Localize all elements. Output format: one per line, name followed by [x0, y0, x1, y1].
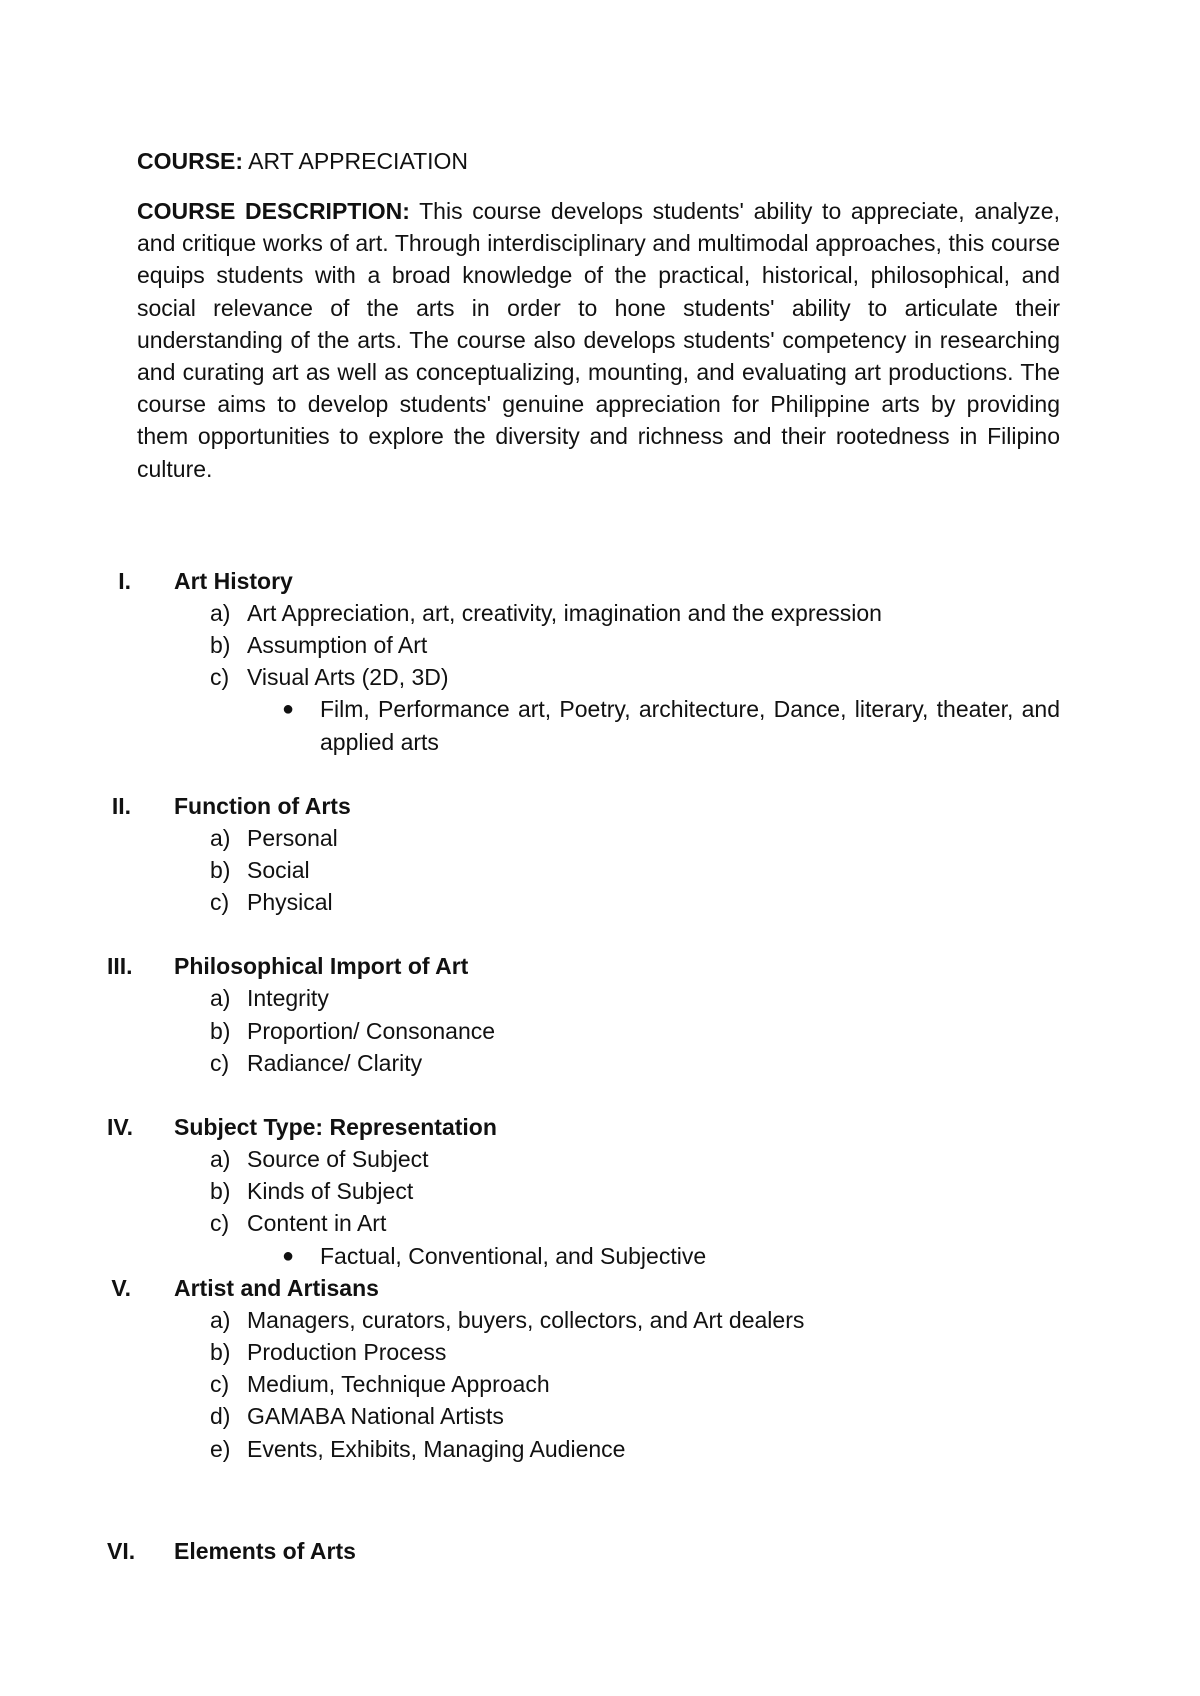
- item-text: Physical: [247, 889, 333, 916]
- section-title: Philosophical Import of Art: [174, 953, 469, 980]
- bullet-item: [137, 693, 1060, 757]
- item-text: GAMABA National Artists: [247, 1403, 504, 1430]
- list-item: [137, 982, 1060, 1014]
- item-marker: b): [210, 1178, 231, 1205]
- section-art-history: [118, 565, 1060, 758]
- bullet-text: Factual, Conventional, and Subjective: [320, 1242, 707, 1269]
- item-text: Assumption of Art: [247, 632, 428, 659]
- section-items: [137, 1304, 1060, 1465]
- item-text: Art Appreciation, art, creativity, imagination and the expression: [247, 599, 882, 626]
- sub-items: [137, 1240, 1060, 1272]
- item-text: Integrity: [247, 985, 329, 1012]
- section-items: [137, 1143, 1060, 1240]
- course-description: [137, 195, 1060, 485]
- section-heading: [111, 790, 1060, 822]
- section-elements-of-arts: [107, 1535, 1060, 1567]
- bullet-text: Film, Performance art, Poetry, architecture, Dance, literary, theater, and applied arts: [320, 696, 1060, 755]
- bullet-icon: ●: [282, 698, 295, 721]
- section-heading: [118, 565, 1060, 597]
- section-heading: [107, 1111, 1060, 1143]
- bullet-item: [137, 1240, 1060, 1272]
- section-numeral: II.: [111, 792, 131, 819]
- section-numeral: I.: [118, 567, 131, 594]
- section-items: [137, 982, 1060, 1079]
- bullet-icon: ●: [282, 1244, 295, 1267]
- section-items: [137, 822, 1060, 919]
- section-title: Artist and Artisans: [174, 1274, 379, 1301]
- list-item: [137, 1400, 1060, 1432]
- list-item: [137, 1368, 1060, 1400]
- list-item: [137, 854, 1060, 886]
- list-item: [137, 886, 1060, 918]
- item-marker: c): [210, 889, 230, 916]
- section-items: [137, 597, 1060, 694]
- course-description-text: This course develops students' ability to appreciate, analyze, and critique works of art. Through interdisciplinary and multimodal approaches, this course equips students with a broad knowledge of the practical, historical, philosophical, and social relevance of the arts in order to hone students' ability to articulate their understanding of the arts. The course also develops students' competency in researching and curating art as well as conceptualizing, mounting, and evaluating art productions. The course aims to develop students' genuine appreciation for Philippine arts by providing them opportunities to explore the diversity and richness and their rootedness in Filipino culture.: [137, 198, 1060, 482]
- item-text: Managers, curators, buyers, collectors, and Art dealers: [247, 1306, 805, 1333]
- section-title: Function of Arts: [174, 792, 351, 819]
- item-text: Medium, Technique Approach: [247, 1371, 550, 1398]
- sub-items: [137, 693, 1060, 757]
- course-value: ART APPRECIATION: [243, 148, 469, 174]
- section-title: Art History: [174, 567, 293, 594]
- item-marker: e): [210, 1435, 231, 1462]
- item-text: Content in Art: [247, 1210, 387, 1237]
- section-numeral: V.: [111, 1274, 131, 1301]
- list-item: [137, 597, 1060, 629]
- item-marker: a): [210, 985, 231, 1012]
- item-marker: c): [210, 1210, 230, 1237]
- item-marker: b): [210, 857, 231, 884]
- list-item: [137, 1433, 1060, 1465]
- item-text: Events, Exhibits, Managing Audience: [247, 1435, 626, 1462]
- list-item: [137, 1304, 1060, 1336]
- item-text: Kinds of Subject: [247, 1178, 414, 1205]
- list-item: [137, 629, 1060, 661]
- item-text: Radiance/ Clarity: [247, 1049, 423, 1076]
- list-item: [137, 1207, 1060, 1239]
- item-marker: d): [210, 1403, 231, 1430]
- section-numeral: IV.: [107, 1114, 134, 1141]
- section-numeral: III.: [107, 953, 133, 980]
- course-label: COURSE:: [137, 148, 244, 174]
- section-numeral: VI.: [107, 1537, 136, 1564]
- item-marker: b): [210, 632, 231, 659]
- section-heading: [111, 1272, 1060, 1304]
- item-text: Proportion/ Consonance: [247, 1017, 496, 1044]
- item-text: Personal: [247, 824, 338, 851]
- list-item: [137, 1175, 1060, 1207]
- list-item: [137, 1336, 1060, 1368]
- section-heading: [107, 1535, 1060, 1567]
- section-title: Subject Type: Representation: [174, 1114, 497, 1141]
- item-text: Production Process: [247, 1339, 447, 1366]
- list-item: [137, 822, 1060, 854]
- item-marker: b): [210, 1339, 231, 1366]
- item-marker: a): [210, 1306, 231, 1333]
- list-item: [137, 1143, 1060, 1175]
- item-text: Source of Subject: [247, 1146, 429, 1173]
- section-heading: [107, 950, 1060, 982]
- item-marker: c): [210, 1371, 230, 1398]
- section-title: Elements of Arts: [174, 1537, 356, 1564]
- item-marker: b): [210, 1017, 231, 1044]
- course-line: [137, 145, 1060, 177]
- item-marker: a): [210, 599, 231, 626]
- section-function-of-arts: [111, 790, 1060, 919]
- list-item: [137, 1047, 1060, 1079]
- item-marker: c): [210, 1049, 230, 1076]
- course-outline: [107, 565, 1060, 1567]
- section-artist-and-artisans: [111, 1272, 1060, 1465]
- item-text: Social: [247, 857, 310, 884]
- list-item: [137, 661, 1060, 693]
- course-description-label: COURSE DESCRIPTION:: [137, 198, 410, 224]
- item-marker: a): [210, 824, 231, 851]
- section-philosophical-import: [107, 950, 1060, 1079]
- list-item: [137, 1015, 1060, 1047]
- section-subject-type: [107, 1111, 1060, 1272]
- item-text: Visual Arts (2D, 3D): [247, 664, 449, 691]
- item-marker: c): [210, 664, 230, 691]
- item-marker: a): [210, 1146, 231, 1173]
